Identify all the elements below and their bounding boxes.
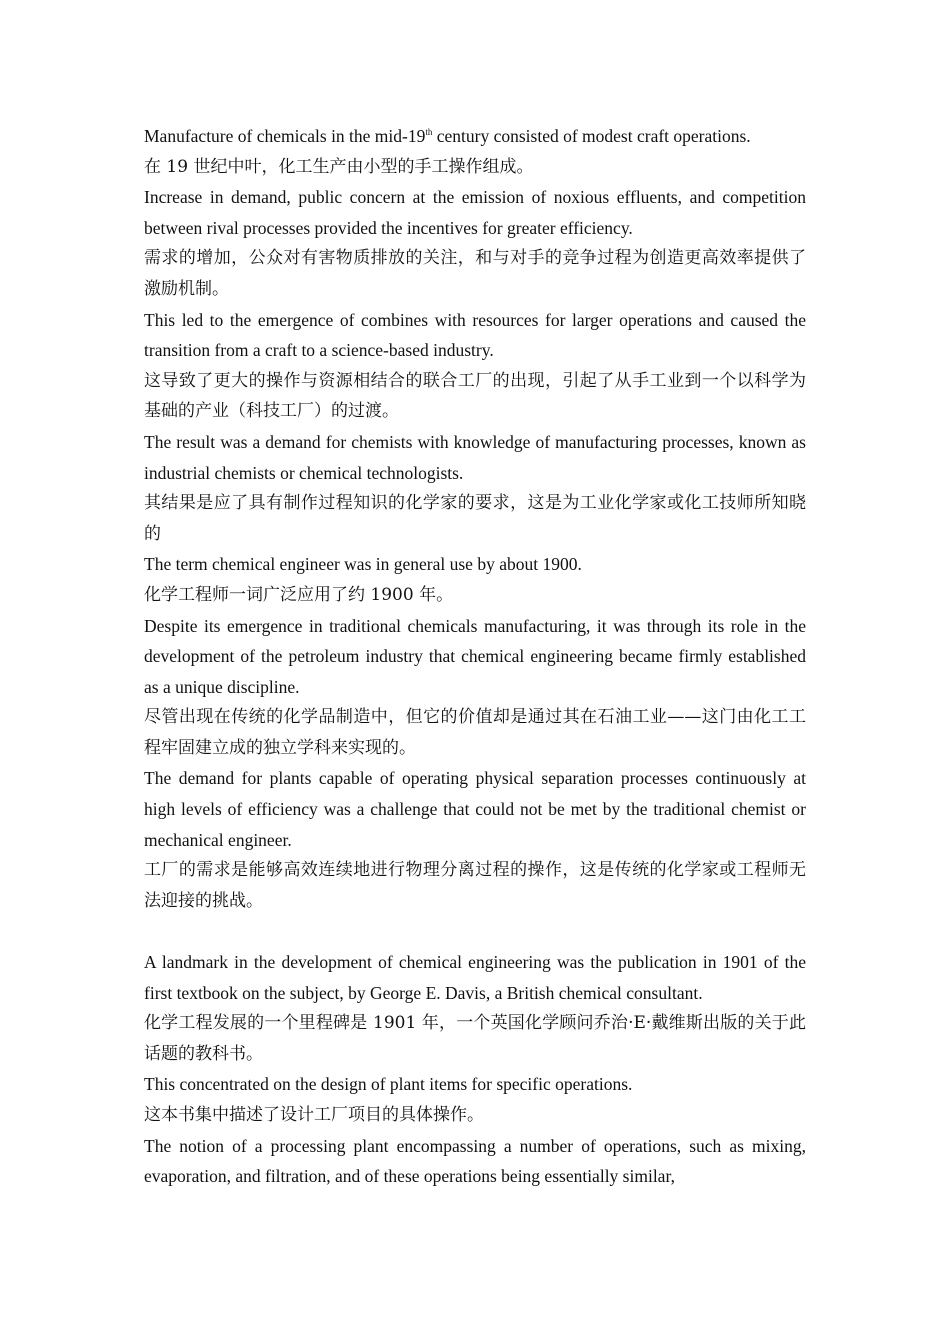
paragraph-zh-2: 需求的增加，公众对有害物质排放的关注，和与对手的竞争过程为创造更高效率提供了激励机制。 — [144, 248, 806, 299]
paragraph-en-8: A landmark in the development of chemical engineering was the publication in 1901 of the first textbook on the subject, by George E. Davis, a British chemical consultant. — [144, 952, 806, 1003]
paragraph-en-5: The term chemical engineer was in general use by about 1900. — [144, 554, 582, 575]
paragraph-zh-5: 化学工程师一词广泛应用了约 1900 年。 — [144, 584, 454, 605]
paragraph-zh-4: 其结果是应了具有制作过程知识的化学家的要求，这是为工业化学家或化工技师所知晓的 — [144, 493, 806, 544]
blank-line — [144, 916, 806, 947]
paragraph-en-2: Increase in demand, public concern at the emission of noxious effluents, and competition between rival processes provided the incentives for greater efficiency. — [144, 187, 806, 238]
paragraph-en-7: The demand for plants capable of operating physical separation processes continuously at high levels of efficiency was a challenge that could not be met by the traditional chemist or mechanical engineer. — [144, 768, 806, 850]
paragraph-en-4: The result was a demand for chemists with knowledge of manufacturing processes, known as industrial chemists or chemical technologists. — [144, 431, 806, 483]
paragraph-en-3: This led to the emergence of combines with resources for larger operations and caused the transition from a craft to a science-based industry. — [144, 309, 806, 361]
paragraph-zh-6: 尽管出现在传统的化学品制造中，但它的价值却是通过其在石油工业——这门由化工工程牢固建立成的独立学科来实现的。 — [144, 707, 806, 758]
text-run: Manufacture of chemicals in the mid-19 — [144, 126, 426, 146]
paragraph-zh-7: 工厂的需求是能够高效连续地进行物理分离过程的操作，这是传统的化学家或工程师无法迎接的挑战。 — [144, 860, 806, 911]
superscript: th — [425, 127, 433, 137]
paragraph-en-9: This concentrated on the design of plant items for specific operations. — [144, 1074, 633, 1095]
paragraph-zh-8: 化学工程发展的一个里程碑是 1901 年，一个英国化学顾问乔治·E·戴维斯出版的关于此话题的教科书。 — [144, 1013, 806, 1064]
paragraph-en-6: Despite its emergence in traditional chemicals manufacturing, it was through its role in the development of the petroleum industry that chemical engineering became firmly established as a unique discipline. — [144, 615, 806, 697]
paragraph-zh-9: 这本书集中描述了设计工厂项目的具体操作。 — [144, 1105, 484, 1125]
paragraph-en-1 — [144, 121, 806, 152]
paragraph-zh-3: 这导致了更大的操作与资源相结合的联合工厂的出现，引起了从手工业到一个以科学为基础的产业（科技工厂）的过渡。 — [144, 370, 806, 422]
text-run: century consisted of modest craft operations. — [432, 126, 751, 146]
paragraph-zh-1: 在 19 世纪中叶，化工生产由小型的手工操作组成。 — [144, 156, 534, 177]
document-page — [144, 121, 806, 1192]
paragraph-en-10: The notion of a processing plant encompassing a number of operations, such as mixing, evaporation, and filtration, and of these operations being essentially similar, — [144, 1135, 806, 1187]
